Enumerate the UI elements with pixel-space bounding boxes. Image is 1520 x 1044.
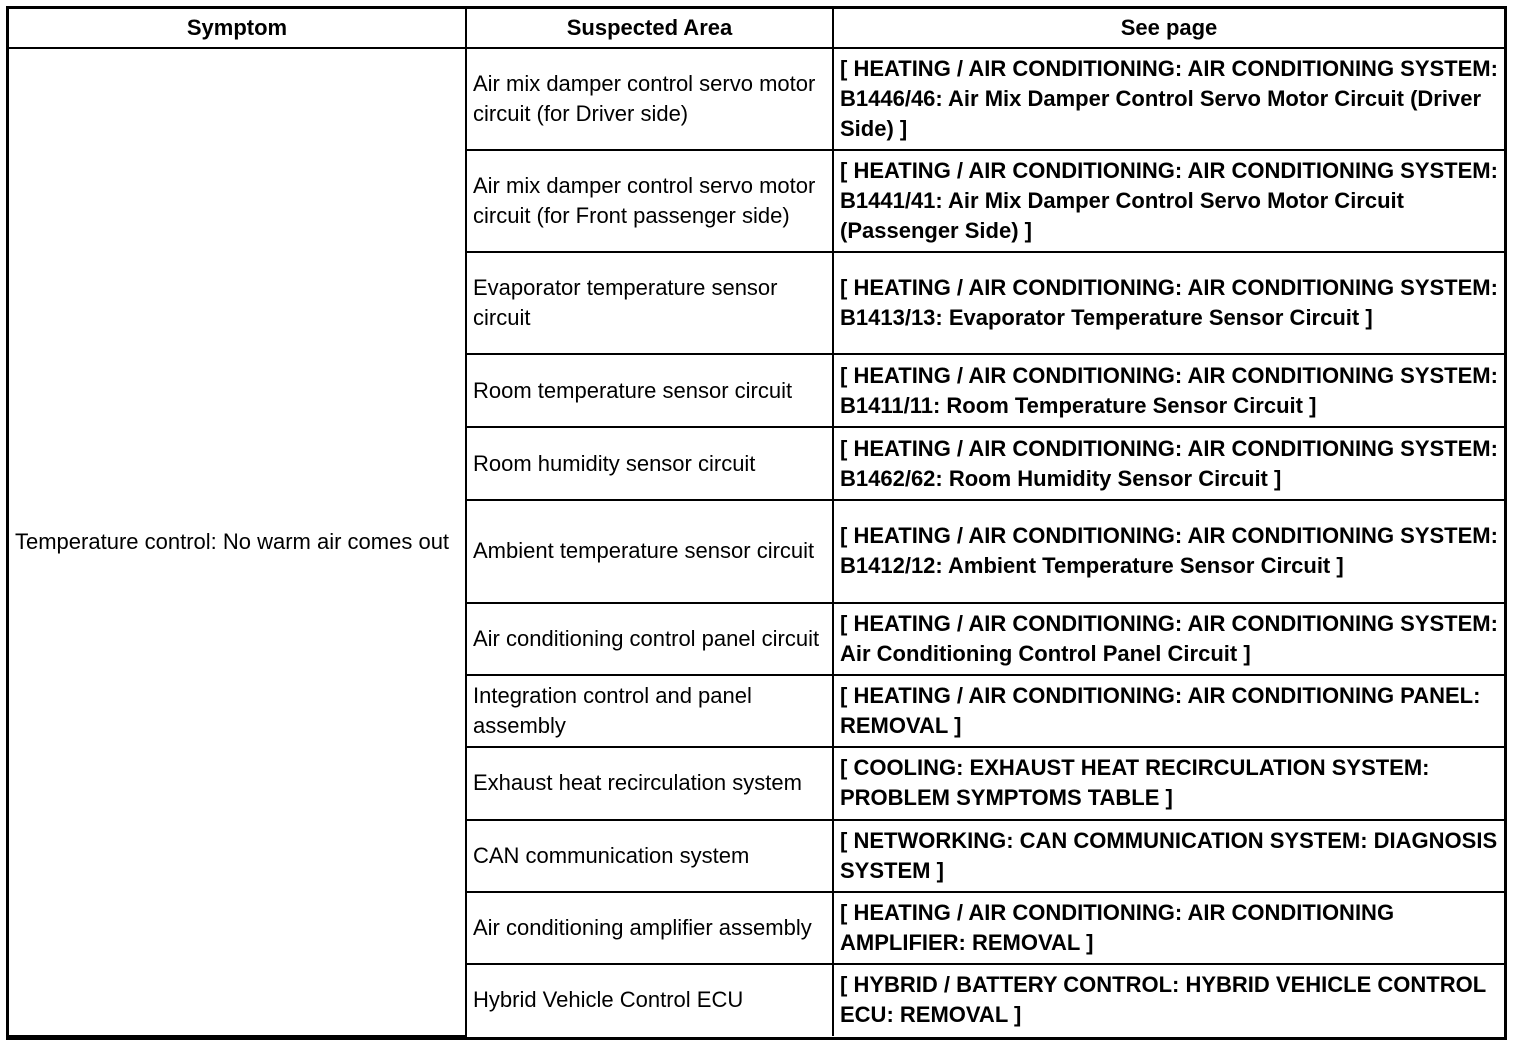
- suspected-area-cell: Air mix damper control servo motor circuit (for Front passenger side): [466, 150, 833, 252]
- see-page-link[interactable]: [ COOLING: EXHAUST HEAT RECIRCULATION SYSTEM: PROBLEM SYMPTOMS TABLE ]: [833, 747, 1504, 820]
- suspected-area-cell: Room temperature sensor circuit: [466, 354, 833, 427]
- suspected-area-cell: Air conditioning control panel circuit: [466, 603, 833, 675]
- suspected-area-cell: Air mix damper control servo motor circuit (for Driver side): [466, 48, 833, 150]
- see-page-link[interactable]: [ HEATING / AIR CONDITIONING: AIR CONDITIONING SYSTEM: B1462/62: Room Humidity Sensor Circuit ]: [833, 427, 1504, 500]
- see-page-link[interactable]: [ HYBRID / BATTERY CONTROL: HYBRID VEHICLE CONTROL ECU: REMOVAL ]: [833, 964, 1504, 1036]
- header-suspected-area: Suspected Area: [466, 9, 833, 48]
- see-page-link[interactable]: [ HEATING / AIR CONDITIONING: AIR CONDITIONING SYSTEM: B1412/12: Ambient Temperature Sensor Circuit ]: [833, 500, 1504, 602]
- suspected-area-cell: CAN communication system: [466, 820, 833, 892]
- table-row: [9, 48, 1504, 150]
- see-page-link[interactable]: [ HEATING / AIR CONDITIONING: AIR CONDITIONING SYSTEM: B1411/11: Room Temperature Sensor Circuit ]: [833, 354, 1504, 427]
- see-page-link[interactable]: [ HEATING / AIR CONDITIONING: AIR CONDITIONING PANEL: REMOVAL ]: [833, 675, 1504, 747]
- suspected-area-cell: Air conditioning amplifier assembly: [466, 892, 833, 964]
- header-see-page: See page: [833, 9, 1504, 48]
- suspected-area-cell: Exhaust heat recirculation system: [466, 747, 833, 820]
- suspected-area-cell: Ambient temperature sensor circuit: [466, 500, 833, 602]
- problem-symptoms-table-container: [6, 6, 1507, 1040]
- suspected-area-cell: Room humidity sensor circuit: [466, 427, 833, 500]
- see-page-link[interactable]: [ HEATING / AIR CONDITIONING: AIR CONDITIONING AMPLIFIER: REMOVAL ]: [833, 892, 1504, 964]
- see-page-link[interactable]: [ HEATING / AIR CONDITIONING: AIR CONDITIONING SYSTEM: B1413/13: Evaporator Temperature Sensor Circuit ]: [833, 252, 1504, 354]
- header-symptom: Symptom: [9, 9, 466, 48]
- symptom-cell: Temperature control: No warm air comes out: [9, 48, 466, 1036]
- header-row: [9, 9, 1504, 48]
- suspected-area-cell: Integration control and panel assembly: [466, 675, 833, 747]
- problem-symptoms-table: [9, 9, 1504, 1037]
- see-page-link[interactable]: [ HEATING / AIR CONDITIONING: AIR CONDITIONING SYSTEM: B1441/41: Air Mix Damper Control Servo Motor Circuit (Passenger Side) ]: [833, 150, 1504, 252]
- see-page-link[interactable]: [ HEATING / AIR CONDITIONING: AIR CONDITIONING SYSTEM: Air Conditioning Control Panel Circuit ]: [833, 603, 1504, 675]
- suspected-area-cell: Evaporator temperature sensor circuit: [466, 252, 833, 354]
- see-page-link[interactable]: [ HEATING / AIR CONDITIONING: AIR CONDITIONING SYSTEM: B1446/46: Air Mix Damper Control Servo Motor Circuit (Driver Side) ]: [833, 48, 1504, 150]
- see-page-link[interactable]: [ NETWORKING: CAN COMMUNICATION SYSTEM: DIAGNOSIS SYSTEM ]: [833, 820, 1504, 892]
- suspected-area-cell: Hybrid Vehicle Control ECU: [466, 964, 833, 1036]
